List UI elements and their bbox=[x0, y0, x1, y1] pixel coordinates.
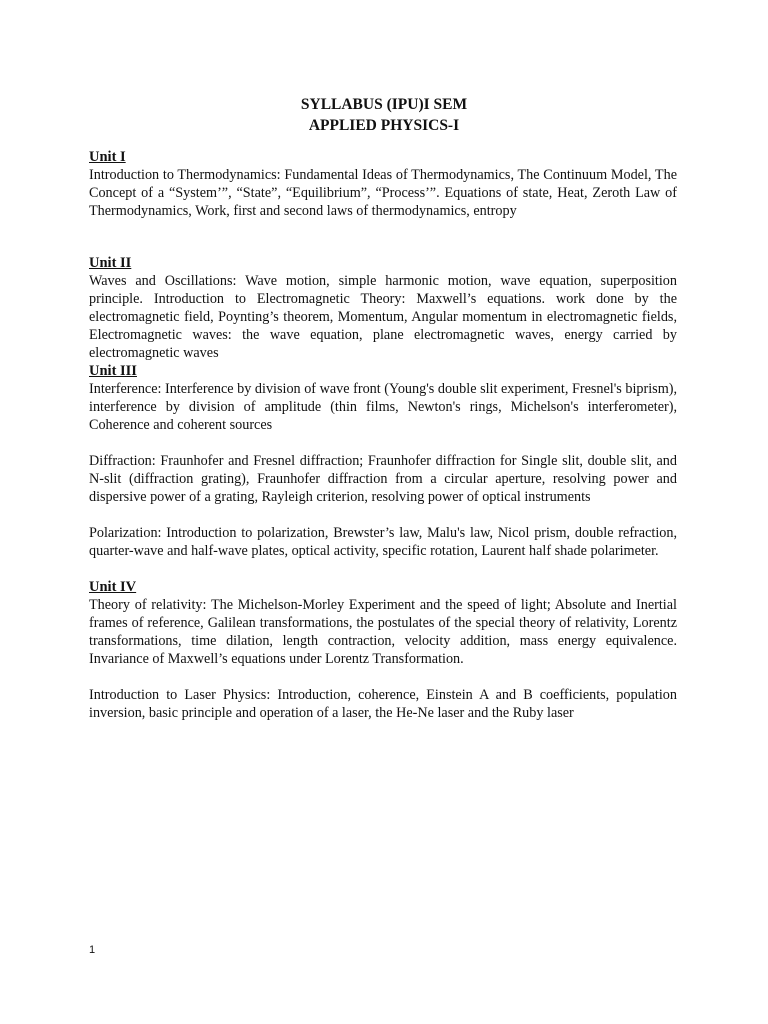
unit-1-heading: Unit I bbox=[89, 149, 126, 165]
unit-4-section bbox=[89, 578, 677, 722]
syllabus-title: SYLLABUS (IPU)I SEM bbox=[300, 96, 468, 113]
title-block bbox=[0, 94, 768, 136]
unit-1-section bbox=[89, 148, 677, 220]
page-number: 1 bbox=[89, 944, 96, 956]
unit-4-heading: Unit IV bbox=[89, 579, 137, 595]
unit-3-diffraction-text: Diffraction: Fraunhofer and Fresnel diffraction; Fraunhofer diffraction for Single slit, double slit, and N-slit (diffraction grating), Fraunhofer diffraction from a circular aperture, resolving power and dispersive power of a grating, Rayleigh criterion, resolving power of optical instruments bbox=[89, 453, 677, 505]
subject-title: APPLIED PHYSICS-I bbox=[308, 117, 460, 134]
unit-3-polarization-text: Polarization: Introduction to polarization, Brewster’s law, Malu's law, Nicol prism, double refraction, quarter-wave and half-wave plates, optical activity, specific rotation, Laurent half shade polarimeter. bbox=[89, 525, 677, 559]
unit-2-section bbox=[89, 254, 677, 362]
unit-3-interference-text: Interference: Interference by division of wave front (Young's double slit experiment, Fresnel's biprism), interference by division of amplitude (thin films, Newton's rings, Michelson's interferometer), Coherence and coherent sources bbox=[89, 381, 677, 433]
unit-4-relativity-text: Theory of relativity: The Michelson-Morley Experiment and the speed of light; Absolute and Inertial frames of reference, Galilean transformations, the postulates of the special theory of relativity, Lorentz transformations, time dilation, length contraction, velocity addition, mass energy equivalence. Invariance of Maxwell’s equations under Lorentz Transformation. bbox=[89, 597, 677, 667]
unit-2-heading: Unit II bbox=[89, 255, 132, 271]
unit-3-section bbox=[89, 362, 677, 560]
unit-2-waves-text: Waves and Oscillations: Wave motion, simple harmonic motion, wave equation, superposition principle. Introduction to Electromagnetic Theory: Maxwell’s equations. work done by the electromagnetic field, Poynting’s theorem, Momentum, Angular momentum in electromagnetic fields, Electromagnetic waves: the wave equation, plane electromagnetic waves, energy carried by electromagnetic waves bbox=[89, 273, 677, 361]
syllabus-content bbox=[89, 148, 677, 722]
unit-1-thermodynamics-text: Introduction to Thermodynamics: Fundamental Ideas of Thermodynamics, The Continuum Model, The Concept of a “System’”, “State”, “Equilibrium”, “Process’”. Equations of state, Heat, Zeroth Law of Thermodynamics, Work, first and second laws of thermodynamics, entropy bbox=[89, 167, 677, 219]
unit-4-laser-text: Introduction to Laser Physics: Introduction, coherence, Einstein A and B coefficients, population inversion, basic principle and operation of a laser, the He-Ne laser and the Ruby laser bbox=[89, 687, 677, 721]
unit-3-heading: Unit III bbox=[89, 363, 137, 379]
